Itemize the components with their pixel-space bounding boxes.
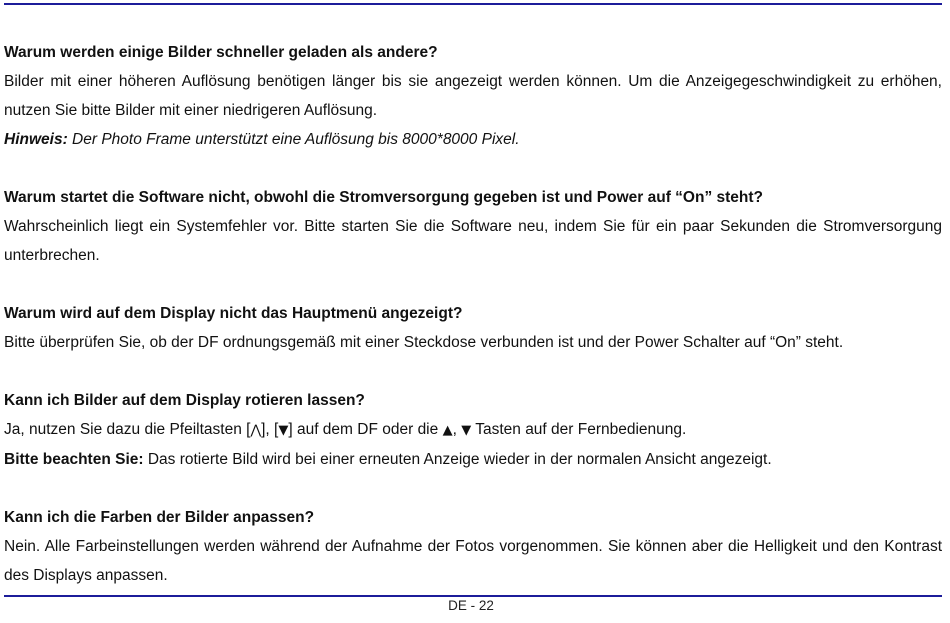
down-triangle-icon: ▼ <box>461 423 472 438</box>
faq-answer <box>4 415 942 445</box>
faq-section <box>4 38 942 619</box>
answer-text: ] auf dem DF oder die <box>288 421 443 438</box>
faq-answer: Nein. Alle Farbeinstellungen werden während der Aufnahme der Fotos vorgenommen. Sie können aber die Helligkeit und den Kontrast des Displays anpassen. <box>4 538 942 584</box>
answer-text: Tasten auf der Fernbedienung. <box>471 421 687 438</box>
down-caret-icon: ▼ <box>278 423 289 438</box>
note-text: Das rotierte Bild wird bei einer erneuten Anzeige wieder in der normalen Ansicht angezeigt. <box>143 451 772 468</box>
note-label: Bitte beachten Sie: <box>4 451 144 468</box>
answer-text: , <box>452 421 462 438</box>
faq-question: Warum startet die Software nicht, obwohl die Stromversorgung gegeben ist und Power auf “On” steht? <box>4 189 764 206</box>
up-caret-icon: ⋀ <box>250 423 262 438</box>
answer-text: Ja, nutzen Sie dazu die Pfeiltasten [ <box>4 421 251 438</box>
faq-question: Kann ich Bilder auf dem Display rotieren lassen? <box>4 392 365 409</box>
top-rule <box>4 3 942 5</box>
faq-question: Kann ich die Farben der Bilder anpassen? <box>4 509 315 526</box>
faq-answer: Bilder mit einer höheren Auflösung benötigen länger bis sie angezeigt werden können. Um die Anzeigegeschwindigkeit zu erhöhen, nutzen Sie bitte Bilder mit einer niedrigeren Auflösung. <box>4 73 942 119</box>
faq-item <box>4 38 942 154</box>
bottom-rule <box>4 595 942 597</box>
note-text: Der Photo Frame unterstützt eine Auflösung bis 8000*8000 Pixel. <box>67 131 520 148</box>
answer-text: ], [ <box>261 421 279 438</box>
faq-note <box>4 125 942 154</box>
note-label: Hinweis: <box>4 131 68 148</box>
faq-item <box>4 386 942 474</box>
faq-item <box>4 183 942 270</box>
faq-item <box>4 299 942 357</box>
page-number: DE - 22 <box>448 598 494 613</box>
faq-answer: Wahrscheinlich liegt ein Systemfehler vor. Bitte starten Sie die Software neu, indem Sie für ein paar Sekunden die Stromversorgung unterbrechen. <box>4 218 942 264</box>
faq-note <box>4 445 942 474</box>
faq-question: Warum wird auf dem Display nicht das Hauptmenü angezeigt? <box>4 305 463 322</box>
faq-answer: Bitte überprüfen Sie, ob der DF ordnungsgemäß mit einer Steckdose verbunden ist und der Power Schalter auf “On” steht. <box>4 334 844 351</box>
faq-question: Warum werden einige Bilder schneller geladen als andere? <box>4 44 438 61</box>
up-triangle-icon: ▲ <box>442 423 453 438</box>
faq-item <box>4 503 942 590</box>
